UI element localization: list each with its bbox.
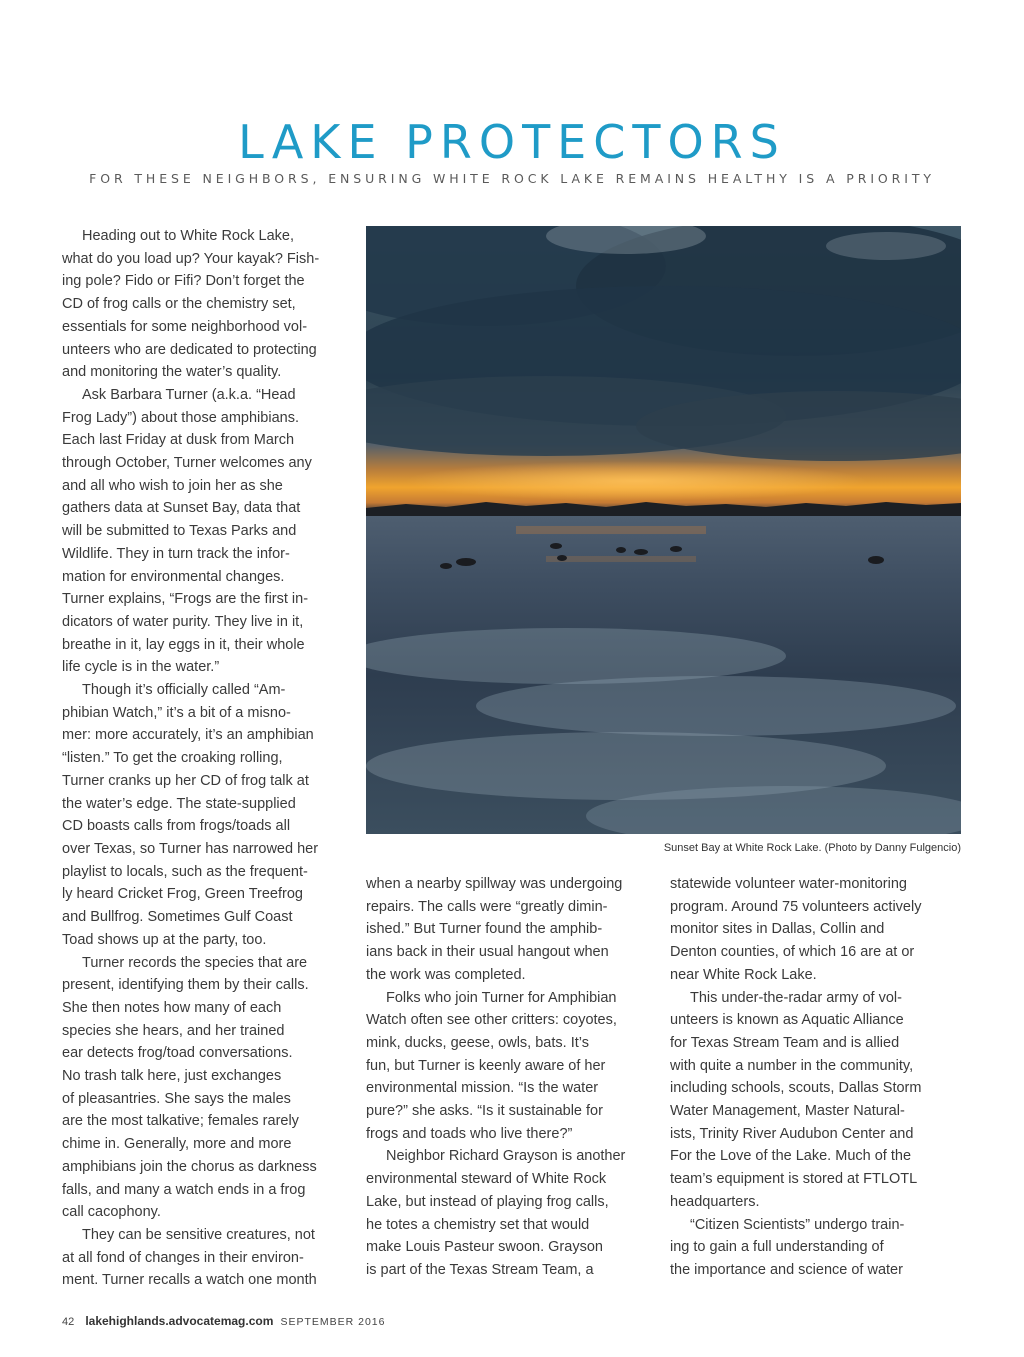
article-title: LAKE PROTECTORS (238, 115, 786, 169)
text-line: Each last Friday at dusk from March (62, 432, 295, 449)
text-line: at all fond of changes in their environ- (62, 1249, 304, 1266)
text-line: ists, Trinity River Audubon Center and (670, 1125, 914, 1142)
text-line: will be submitted to Texas Parks and (62, 523, 297, 540)
text-line: ing to gain a full understanding of (670, 1239, 884, 1256)
text-line: ly heard Cricket Frog, Green Treefrog (62, 886, 303, 903)
website-url: lakehighlands.advocatemag.com (85, 1314, 274, 1328)
text-line: over Texas, so Turner has narrowed her (62, 840, 319, 857)
text-line: Water Management, Master Natural- (670, 1103, 905, 1120)
text-line: ians back in their usual hangout when (366, 944, 609, 961)
text-line: Turner explains, “Frogs are the first in- (62, 591, 309, 608)
text-line: repairs. The calls were “greatly dimin- (366, 898, 608, 915)
text-line: essentials for some neighborhood vol- (62, 318, 308, 335)
lake-sunset-photo (366, 226, 961, 834)
text-line: mink, ducks, geese, owls, bats. It’s (366, 1034, 589, 1051)
text-line: amphibians join the chorus as darkness (62, 1158, 317, 1175)
text-line: Denton counties, of which 16 are at or (670, 944, 915, 961)
text-line: when a nearby spillway was undergoing (366, 876, 623, 892)
text-line: fun, but Turner is keenly aware of her (366, 1057, 606, 1074)
text-line: She then notes how many of each (62, 999, 282, 1016)
page-footer (62, 1314, 385, 1328)
text-line: breathe in it, lay eggs in it, their whole (62, 636, 305, 653)
text-line: unteers who are dedicated to protecting (62, 341, 317, 358)
text-line: through October, Turner welcomes any (62, 455, 312, 472)
page-number: 42 (62, 1316, 75, 1328)
text-line: call cacophony. (62, 1204, 161, 1221)
text-line: the importance and science of water (670, 1261, 903, 1278)
text-line: the work was completed. (366, 966, 526, 983)
text-line: dicators of water purity. They live in it, (62, 613, 304, 630)
text-line: “listen.” To get the croaking rolling, (62, 750, 283, 767)
text-line: phibian Watch,” it’s a bit of a misno- (62, 704, 291, 721)
text-line: pure?” she asks. “Is it sustainable for (366, 1103, 603, 1120)
text-line: the water’s edge. The state-supplied (62, 795, 296, 812)
text-line: Toad shows up at the party, too. (62, 931, 267, 948)
text-line: falls, and many a watch ends in a frog (62, 1181, 306, 1198)
text-line: No trash talk here, just exchanges (62, 1068, 282, 1085)
text-line: chime in. Generally, more and more (62, 1136, 292, 1153)
issue-date: SEPTEMBER 2016 (280, 1316, 386, 1328)
text-line: present, identifying them by their calls. (62, 977, 309, 994)
text-line: mer: more accurately, it’s an amphibian (62, 727, 314, 744)
text-line: and all who wish to join her as she (62, 477, 283, 494)
text-line: team’s equipment is stored at FTLOTL (670, 1171, 918, 1188)
text-line: are the most talkative; females rarely (62, 1113, 299, 1130)
text-line: playlist to locals, such as the frequent- (62, 863, 308, 880)
text-line: with quite a number in the community, (670, 1057, 914, 1074)
text-line: Heading out to White Rock Lake, (82, 228, 294, 244)
text-line: Turner records the species that are (82, 954, 308, 971)
text-line: and Bullfrog. Sometimes Gulf Coast (62, 909, 293, 926)
text-line: make Louis Pasteur swoon. Grayson (366, 1239, 603, 1256)
text-column-2 (366, 873, 656, 1282)
text-line: species she hears, and her trained (62, 1022, 285, 1039)
text-line: ing pole? Fido or Fifi? Don’t forget the (62, 273, 305, 290)
text-line: unteers is known as Aquatic Alliance (670, 1012, 904, 1029)
text-line: ear detects frog/toad conversations. (62, 1045, 293, 1062)
text-line: life cycle is in the water.” (62, 659, 220, 676)
text-line: monitor sites in Dallas, Collin and (670, 921, 885, 938)
text-line: environmental mission. “Is the water (366, 1080, 599, 1097)
text-line: Lake, but instead of playing frog calls, (366, 1193, 609, 1210)
text-line: and monitoring the water’s quality. (62, 364, 282, 381)
text-line: statewide volunteer water-monitoring (670, 876, 907, 892)
text-line: CD boasts calls from frogs/toads all (62, 818, 291, 835)
text-column-3 (670, 873, 960, 1282)
text-line: environmental steward of White Rock (366, 1171, 607, 1188)
text-line: For the Love of the Lake. Much of the (670, 1148, 912, 1165)
photo-caption: Sunset Bay at White Rock Lake. (Photo by Danny Fulgencio) (663, 842, 961, 854)
text-line: CD of frog calls or the chemistry set, (62, 296, 296, 313)
text-line: Frog Lady”) about those amphibians. (62, 409, 299, 426)
text-column-1 (62, 225, 352, 1292)
text-line: They can be sensitive creatures, not (82, 1226, 315, 1243)
text-line: of pleasantries. She says the males (62, 1090, 291, 1107)
text-line: Ask Barbara Turner (a.k.a. “Head (82, 386, 296, 403)
text-line: Though it’s officially called “Am- (82, 682, 286, 699)
text-line: gathers data at Sunset Bay, data that (62, 500, 301, 517)
article-subtitle: FOR THESE NEIGHBORS, ENSURING WHITE ROCK LAKE REMAINS HEALTHY IS A PRIORITY (89, 171, 935, 186)
text-line: ished.” But Turner found the amphib- (366, 921, 603, 938)
text-line: frogs and toads who live there?” (366, 1125, 573, 1142)
text-line: for Texas Stream Team and is allied (670, 1034, 900, 1051)
text-line: program. Around 75 volunteers actively (670, 898, 922, 915)
text-line: including schools, scouts, Dallas Storm (670, 1080, 922, 1097)
text-line: Watch often see other critters: coyotes, (366, 1012, 617, 1029)
text-line: Neighbor Richard Grayson is another (386, 1148, 626, 1165)
text-line: This under-the-radar army of vol- (690, 989, 902, 1006)
text-line: what do you load up? Your kayak? Fish- (62, 250, 320, 267)
text-line: Folks who join Turner for Amphibian (386, 989, 617, 1006)
text-line: ment. Turner recalls a watch one month (62, 1272, 317, 1289)
text-line: near White Rock Lake. (670, 966, 817, 983)
text-line: Wildlife. They in turn track the infor- (62, 545, 290, 562)
text-line: is part of the Texas Stream Team, a (366, 1261, 594, 1278)
text-line: “Citizen Scientists” undergo train- (690, 1216, 905, 1233)
text-line: mation for environmental changes. (62, 568, 285, 585)
text-line: headquarters. (670, 1193, 760, 1210)
text-line: he totes a chemistry set that would (366, 1216, 590, 1233)
text-line: Turner cranks up her CD of frog talk at (62, 772, 309, 789)
